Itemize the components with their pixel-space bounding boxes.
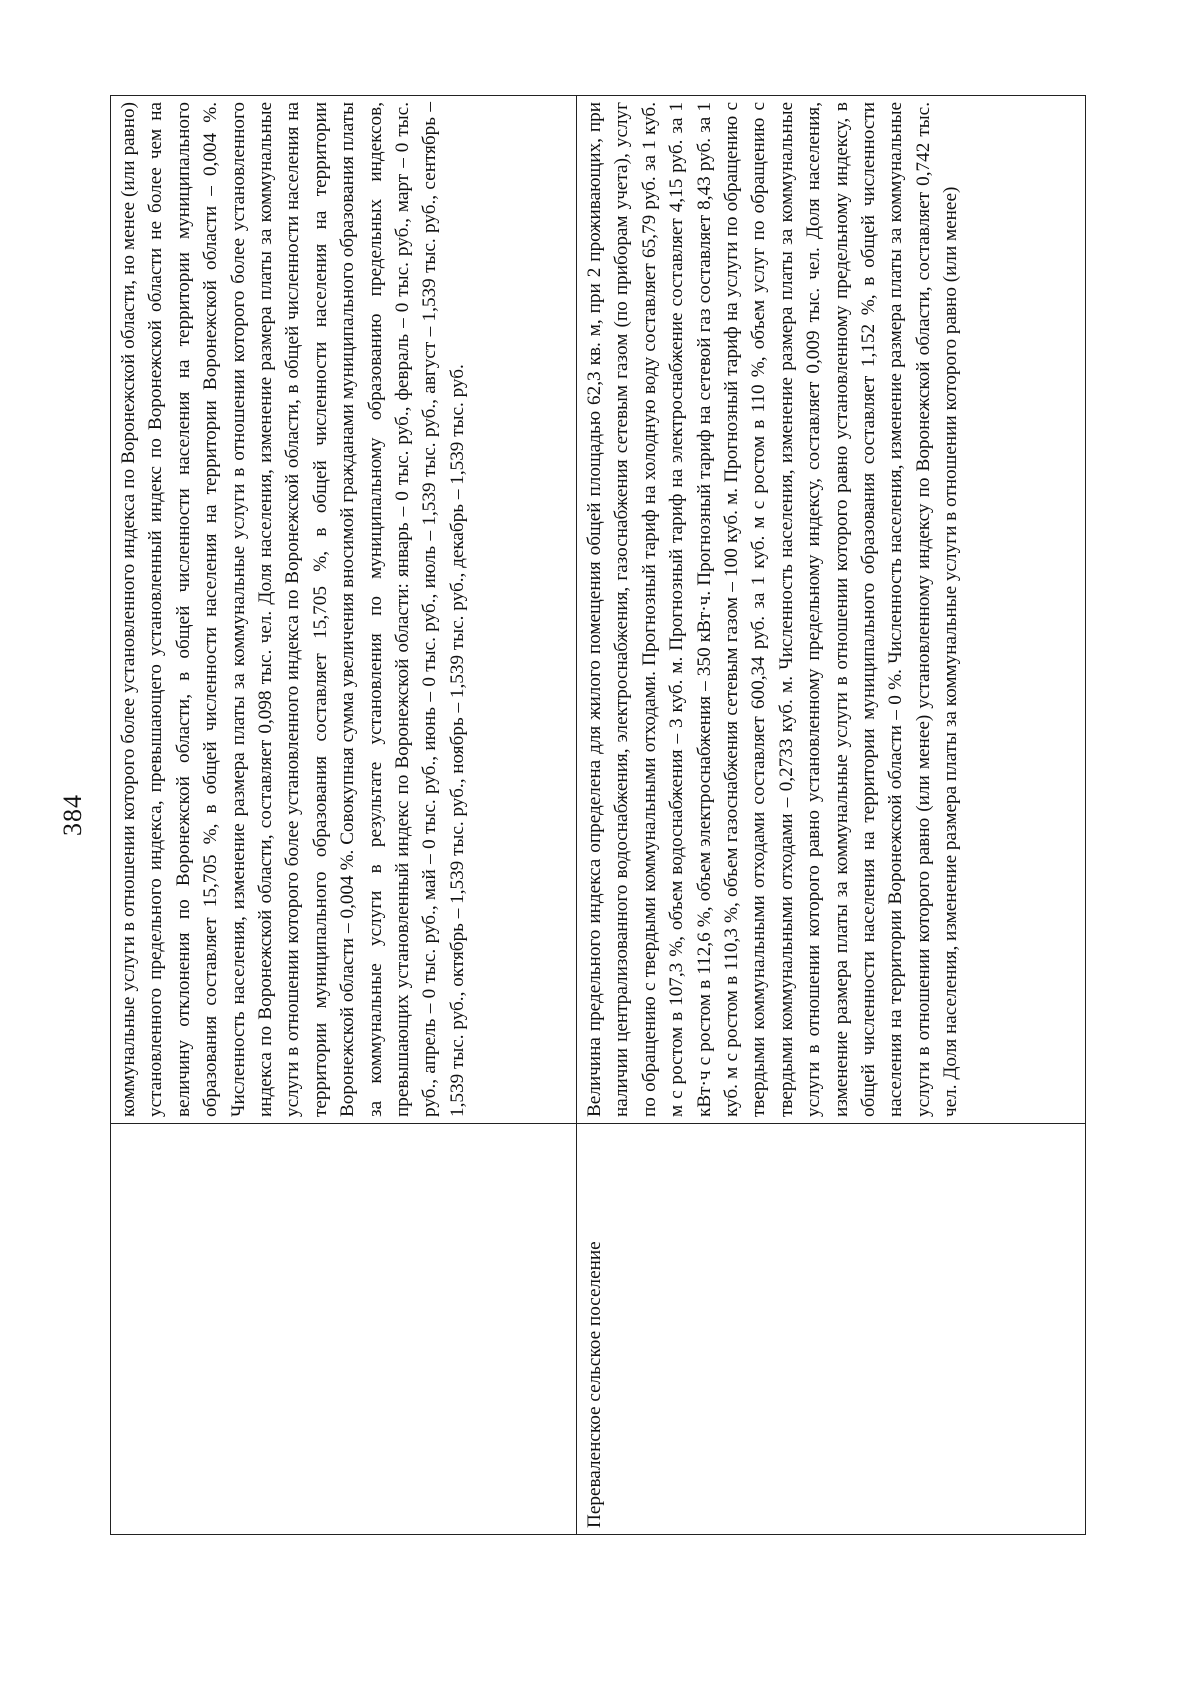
description-cell bbox=[111, 96, 577, 1124]
rotated-page bbox=[58, 95, 1085, 1535]
municipality-name-cell bbox=[111, 1124, 577, 1535]
table-row bbox=[111, 96, 577, 1535]
description-text: Величина предельного индекса определена для жилого помещения общей площадью 62,3 кв. м, при 2 проживающих, при наличии централизованного водоснабжения, электроснабжения, газоснабжения сетевым газом (по приборам учета), услуг по обращению с твердыми коммунальными отходами. Прогнозный тариф на холодную воду составляет 65,79 руб. за 1 куб. м с ростом в 107,3 %, объем водоснабжения – 3 куб. м. Прогнозный тариф на электроснабжение составляет 4,15 руб. за 1 кВт·ч с ростом в 112,6 %, объем электроснабжения – 350 кВт·ч. Прогнозный тариф на сетевой газ составляет 8,43 руб. за 1 куб. м с ростом в 110,3 %, объем газоснабжения сетевым газом – 100 куб. м. Прогнозный тариф на услуги по обращению с твердыми коммунальными отходами составляет 600,34 руб. за 1 куб. м с ростом в 110 %, объем услуг по обращению с твердыми коммунальными отходами – 0,2733 куб. м. Численность населения, изменение размера платы за коммунальные услуги в отношении которого равно установленному предельному индексу, составляет 0,009 тыс. чел. Доля населения, изменение размера платы за коммунальные услуги в отношении которого равно установленному предельному индексу, в общей численности населения на территории муниципального образования составляет 1,152 %, в общей численности населения на территории Воронежской области – 0 %. Численность населения, изменение размера платы за коммунальные услуги в отношении которого равно (или менее) установленному индексу по Воронежской области, составляет 0,742 тыс. чел. Доля населения, изменение размера платы за коммунальные услуги в отношении которого равно (или менее) bbox=[584, 102, 962, 1117]
municipality-name: Переваленское сельское поселение bbox=[584, 1241, 605, 1528]
document-table bbox=[110, 95, 1086, 1535]
municipality-name-cell bbox=[577, 1124, 1086, 1535]
table-row bbox=[577, 96, 1086, 1535]
page-number: 384 bbox=[58, 794, 87, 836]
description-cell bbox=[577, 96, 1086, 1124]
description-text: коммунальные услуги в отношении которого более установленного индекса по Воронежской области, но менее (или равно) установленного предельного индекса, превышающего установленный индекс по Воронежской области не более чем на величину отклонения по Воронежской области, в общей численности населения на территории муниципального образования составляет 15,705 %, в общей численности населения на территории Воронежской области – 0,004 %. Численность населения, изменение размера платы за коммунальные услуги в отношении которого более установленного индекса по Воронежской области, составляет 0,098 тыс. чел. Доля населения, изменение размера платы за коммунальные услуги в отношении которого более установленного индекса по Воронежской области, в общей численности населения на территории муниципального образования составляет 15,705 %, в общей численности населения на территории Воронежской области – 0,004 %. Совокупная сумма увеличения вносимой гражданами муниципального образования платы за коммунальные услуги в результате установления по муниципальному образованию предельных индексов, превышающих установленный индекс по Воронежской области: январь – 0 тыс. руб., февраль – 0 тыс. руб., март – 0 тыс. руб., апрель – 0 тыс. руб., май – 0 тыс. руб., июнь – 0 тыс. руб., июль – 1,539 тыс. руб., август – 1,539 тыс. руб., сентябрь – 1,539 тыс. руб., октябрь – 1,539 тыс. руб., ноябрь – 1,539 тыс. руб., декабрь – 1,539 тыс. руб. bbox=[118, 102, 468, 1117]
